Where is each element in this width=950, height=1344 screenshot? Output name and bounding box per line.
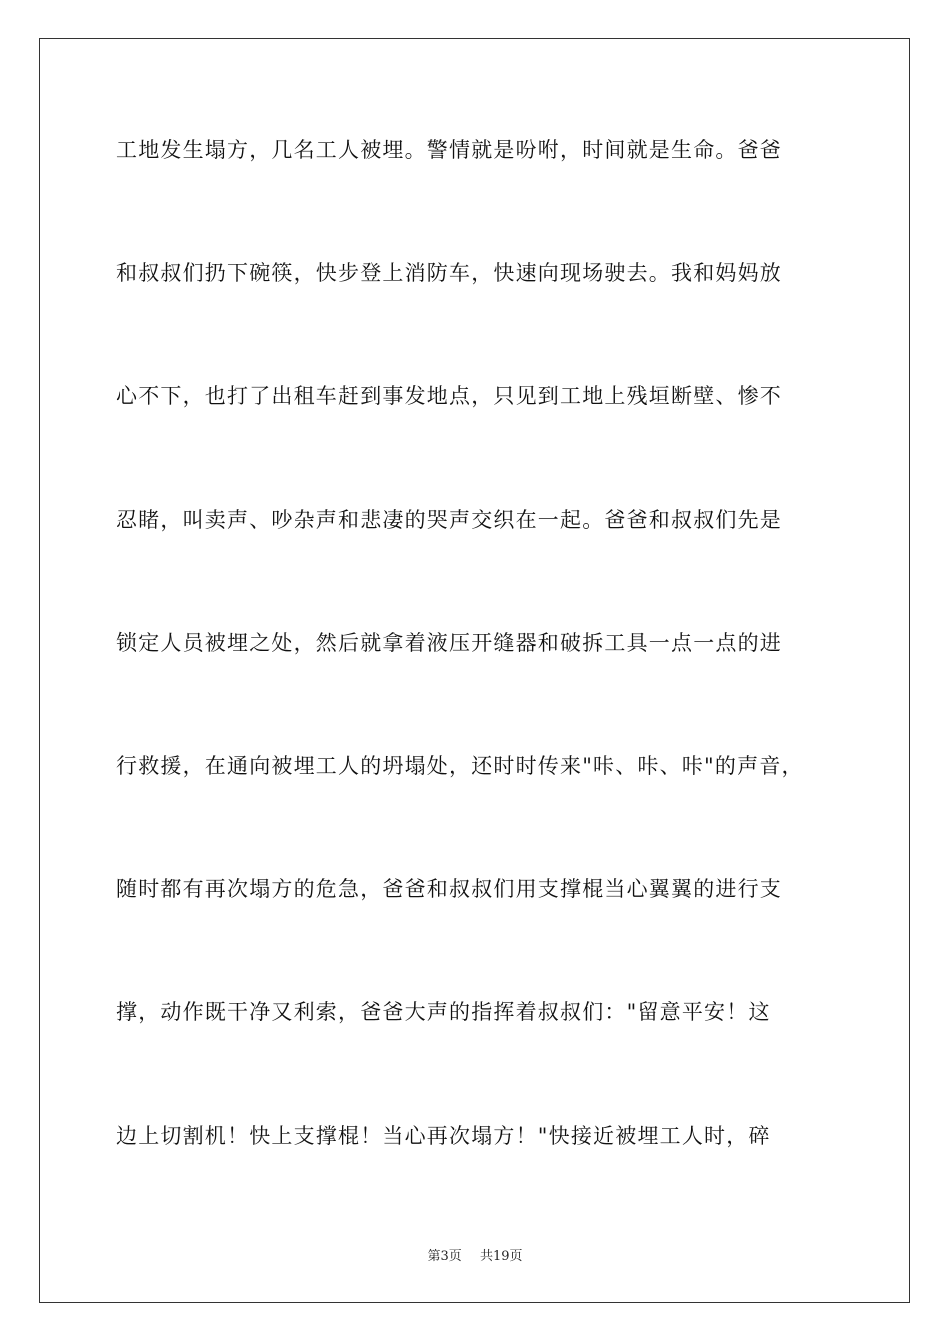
page-number: 第3页 bbox=[427, 1249, 462, 1264]
text-line: 随时都有再次塌方的危急，爸爸和叔叔们用支撑棍当心翼翼的进行支 bbox=[116, 877, 782, 902]
text-line: 和叔叔们扔下碗筷，快步登上消防车，快速向现场驶去。我和妈妈放 bbox=[116, 261, 782, 286]
text-line: 边上切割机！快上支撑棍！当心再次塌方！"快接近被埋工人时，碎 bbox=[116, 1123, 771, 1148]
text-line: 忍睹，叫卖声、吵杂声和悲凄的哭声交织在一起。爸爸和叔叔们先是 bbox=[116, 507, 782, 532]
text-line: 锁定人员被埋之处，然后就拿着液压开缝器和破拆工具一点一点的进 bbox=[116, 630, 782, 655]
body-text bbox=[116, 128, 836, 1237]
text-line: 工地发生塌方，几名工人被埋。警情就是吩咐，时间就是生命。爸爸 bbox=[116, 138, 782, 162]
text-line: 撑，动作既干净又利索，爸爸大声的指挥着叔叔们："留意平安！这 bbox=[116, 1000, 771, 1025]
total-pages: 共19页 bbox=[479, 1249, 523, 1264]
text-line: 心不下，也打了出租车赶到事发地点，只见到工地上残垣断壁、惨不 bbox=[116, 384, 782, 409]
text-line: 行救援，在通向被埋工人的坍塌处，还时时传来"咔、咔、咔"的声音， bbox=[116, 753, 804, 778]
page-footer bbox=[0, 1248, 950, 1266]
